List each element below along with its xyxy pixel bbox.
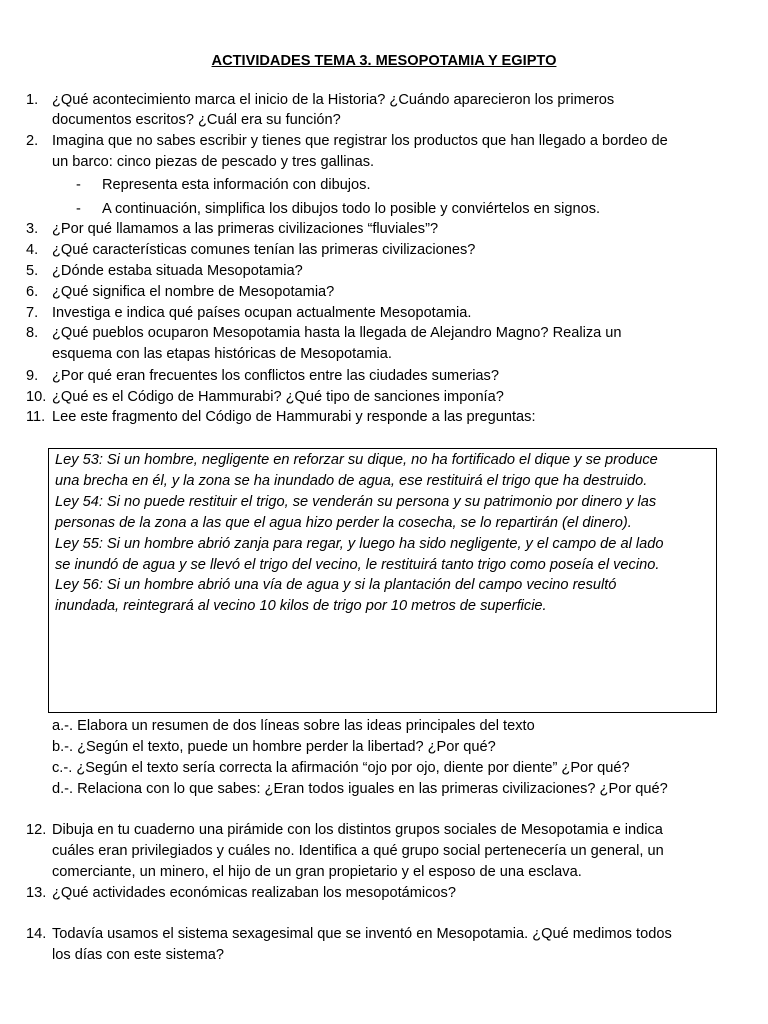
law-line: Ley 55: Si un hombre abrió zanja para regar, y luego ha sido negligente, y el campo de al lado — [55, 536, 664, 552]
item-number: 7. — [26, 305, 39, 321]
question-a: a.-. Elabora un resumen de dos líneas sobre las ideas principales del texto — [52, 718, 535, 734]
dash-bullet: - — [76, 177, 81, 193]
item-text: ¿Dónde estaba situada Mesopotamia? — [52, 263, 303, 279]
item-number: 14. — [26, 926, 47, 942]
item-text: documentos escritos? ¿Cuál era su función? — [52, 112, 341, 128]
item-number: 3. — [26, 221, 39, 237]
item-text: Imagina que no sabes escribir y tienes que registrar los productos que han llegado a bordeo de — [52, 133, 668, 149]
item-text: Dibuja en tu cuaderno una pirámide con los distintos grupos sociales de Mesopotamia e indica — [52, 822, 663, 838]
dash-bullet: - — [76, 201, 81, 217]
item-text: un barco: cinco piezas de pescado y tres gallinas. — [52, 154, 375, 170]
item-text: ¿Qué es el Código de Hammurabi? ¿Qué tipo de sanciones imponía? — [52, 389, 504, 405]
item-text: esquema con las etapas históricas de Mesopotamia. — [52, 346, 392, 362]
law-line: Ley 53: Si un hombre, negligente en reforzar su dique, no ha fortificado el dique y se produce — [55, 452, 658, 468]
item-number: 6. — [26, 284, 39, 300]
law-line: Ley 54: Si no puede restituir el trigo, se venderán su persona y su patrimonio por dinero y las — [55, 494, 657, 510]
item-number: 13. — [26, 885, 47, 901]
item-number: 9. — [26, 368, 39, 384]
item-number: 2. — [26, 133, 39, 149]
item-number: 8. — [26, 325, 39, 341]
item-number: 11. — [26, 409, 46, 425]
item-text: ¿Qué actividades económicas realizaban los mesopotámicos? — [52, 885, 456, 901]
sub-item-text: Representa esta información con dibujos. — [102, 177, 371, 193]
item-text: comerciante, un minero, el hijo de un gran propietario y el esposo de una esclava. — [52, 864, 582, 880]
item-number: 10. — [26, 389, 47, 405]
question-b: b.-. ¿Según el texto, puede un hombre perder la libertad? ¿Por qué? — [52, 739, 496, 755]
sub-item-text: A continuación, simplifica los dibujos todo lo posible y conviértelos en signos. — [102, 201, 601, 217]
law-line: inundada, reintegrará al vecino 10 kilos de trigo por 10 metros de superficie. — [55, 598, 547, 614]
item-text: Todavía usamos el sistema sexagesimal que se inventó en Mesopotamia. ¿Qué medimos todos — [52, 926, 672, 942]
question-d: d.-. Relaciona con lo que sabes: ¿Eran todos iguales en las primeras civilizaciones? ¿Por qué? — [52, 781, 668, 797]
item-text: ¿Qué significa el nombre de Mesopotamia? — [52, 284, 335, 300]
item-text: ¿Qué características comunes tenían las primeras civilizaciones? — [52, 242, 476, 258]
item-number: 12. — [26, 822, 47, 838]
item-number: 1. — [26, 92, 39, 108]
item-text: Investiga e indica qué países ocupan actualmente Mesopotamia. — [52, 305, 472, 321]
item-text: Lee este fragmento del Código de Hammurabi y responde a las preguntas: — [52, 409, 536, 425]
item-text: ¿Qué pueblos ocuparon Mesopotamia hasta la llegada de Alejandro Magno? Realiza un — [52, 325, 622, 341]
question-c: c.-. ¿Según el texto sería correcta la afirmación “ojo por ojo, diente por diente” ¿Por qué? — [52, 760, 630, 776]
law-line: se inundó de agua y se llevó el trigo del vecino, le restituirá tanto trigo como poseía el vecino. — [55, 557, 660, 573]
item-text: los días con este sistema? — [52, 947, 224, 963]
law-line: una brecha en él, y la zona se ha inundado de agua, ese restituirá el trigo que ha destruido. — [55, 473, 648, 489]
item-text: ¿Por qué eran frecuentes los conflictos entre las ciudades sumerias? — [52, 368, 499, 384]
page-title: ACTIVIDADES TEMA 3. MESOPOTAMIA Y EGIPTO — [211, 53, 557, 69]
item-number: 4. — [26, 242, 39, 258]
item-text: cuáles eran privilegiados y cuáles no. Identifica a qué grupo social pertenecería un general, un — [52, 843, 664, 859]
item-text: ¿Qué acontecimiento marca el inicio de la Historia? ¿Cuándo aparecieron los primeros — [52, 92, 615, 108]
item-number: 5. — [26, 263, 39, 279]
item-text: ¿Por qué llamamos a las primeras civilizaciones “fluviales”? — [52, 221, 439, 237]
law-line: personas de la zona a las que el agua hizo perder la cosecha, se lo repartirán (el dinero). — [55, 515, 632, 531]
law-line: Ley 56: Si un hombre abrió una vía de agua y si la plantación del campo vecino resultó — [55, 577, 617, 593]
